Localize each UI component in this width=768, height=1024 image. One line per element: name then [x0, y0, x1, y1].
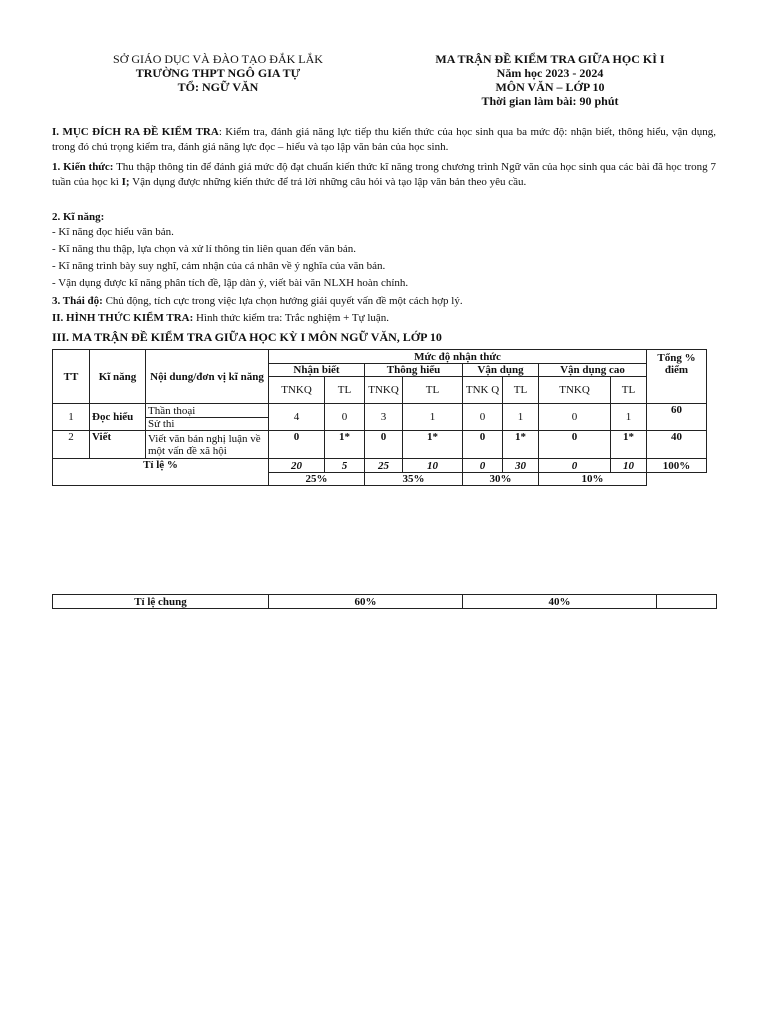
cell-value: 1* — [403, 431, 463, 459]
ratio-value: 20 — [269, 459, 325, 473]
skill-item: - Kĩ năng đọc hiểu văn bản. — [52, 226, 174, 238]
exam-format-title: II. HÌNH THỨC KIỂM TRA: — [52, 312, 194, 324]
cell-value: 0 — [269, 431, 325, 459]
skill-item: - Kĩ năng thu thập, lựa chọn và xử lí thông tin liên quan đến văn bản. — [52, 243, 356, 255]
school-name: TRƯỜNG THPT NGÔ GIA TỰ — [135, 66, 301, 80]
attitude-title: 3. Thái độ: — [52, 295, 103, 307]
document-title: MA TRẬN ĐỀ KIỂM TRA GIỮA HỌC KÌ I — [435, 52, 665, 66]
row-unit: Thần thoại — [146, 404, 269, 418]
row-tt: 2 — [53, 431, 90, 459]
exam-format-line — [52, 311, 389, 326]
cell-value: 0 — [539, 431, 611, 459]
matrix-title: III. MA TRẬN ĐỀ KIỂM TRA GIỮA HỌC KỲ I MÔN NGỮ VĂN, LỚP 10 — [52, 330, 442, 344]
ratio-value: 30 — [503, 459, 539, 473]
overall-right-value: 40% — [463, 595, 657, 609]
row-skill: Đọc hiểu — [90, 404, 146, 431]
header-tnkq: TNKQ — [269, 377, 325, 404]
knowledge-text-1: Thu thập thông tin để đánh giá mức độ đạt chuẩn kiến thức kĩ năng trong chương trình Ngữ văn của học sinh qua các bài đã học trong 7 tuần của học kì — [52, 161, 716, 188]
cell-value: 0 — [463, 404, 503, 431]
purpose-text: : Kiểm tra, đánh giá năng lực tiếp thu kiến thức của học sinh qua ba mức độ: nhận biết, thông hiểu, vận dụng, trong đó chú trọng kiểm tra, đánh giá năng lực đọc – hiểu và tạo lập văn bản của học sinh. — [52, 126, 716, 153]
skill-item: - Vận dụng được kĩ năng phân tích đề, lập dàn ý, viết bài văn NLXH hoàn chỉnh. — [52, 277, 409, 289]
header-tl: TL — [611, 377, 647, 404]
exam-format-text: Hình thức kiểm tra: Trắc nghiệm + Tự luận. — [193, 312, 390, 324]
header-tl: TL — [503, 377, 539, 404]
header-nhan-biet: Nhận biết — [269, 364, 365, 377]
skill-item: - Kĩ năng trình bày suy nghĩ, cảm nhận của cá nhân về ý nghĩa của văn bản. — [52, 260, 386, 272]
ratio-group-van-dung-cao: 10% — [539, 473, 647, 486]
attitude-line — [52, 294, 463, 309]
cell-value: 0 — [325, 404, 365, 431]
header-tnkq: TNKQ — [539, 377, 611, 404]
overall-label: Tỉ lệ chung — [53, 595, 269, 609]
cell-value: 4 — [269, 404, 325, 431]
knowledge-bold-mid: I; — [121, 176, 130, 188]
knowledge-title: 1. Kiến thức: — [52, 161, 114, 173]
cell-value: 0 — [539, 404, 611, 431]
overall-empty-cell — [657, 595, 717, 609]
attitude-text: Chủ động, tích cực trong việc lựa chọn hướng giải quyết vấn đề một cách hợp lý. — [102, 295, 463, 307]
school-year: Năm học 2023 - 2024 — [496, 66, 604, 80]
cell-value: 1 — [503, 404, 539, 431]
row-unit: Sử thi — [146, 418, 269, 431]
cell-value: 1 — [611, 404, 647, 431]
row-skill: Viết — [90, 431, 146, 459]
cell-value: 3 — [365, 404, 403, 431]
ratio-group-van-dung: 30% — [463, 473, 539, 486]
knowledge-paragraph — [52, 160, 716, 190]
department-name: SỞ GIÁO DỤC VÀ ĐÀO TẠO ĐẮK LẮK — [113, 52, 323, 66]
header-total-percent: Tổng % điểm — [647, 350, 707, 404]
purpose-title: I. MỤC ĐÍCH RA ĐỀ KIỂM TRA — [52, 126, 219, 138]
header-content-unit: Nội dung/đơn vị kĩ năng — [146, 350, 269, 404]
cell-value: 0 — [365, 431, 403, 459]
ratio-value: 25 — [365, 459, 403, 473]
ratio-value: 10 — [611, 459, 647, 473]
header-cognitive-level: Mức độ nhận thức — [269, 350, 647, 364]
assessment-matrix-table — [52, 349, 707, 486]
header-tnkq-wrapped: TNK Q — [463, 377, 503, 404]
header-tl: TL — [403, 377, 463, 404]
ratio-value: 0 — [463, 459, 503, 473]
header-skill: Kĩ năng — [90, 350, 146, 404]
ratio-total: 100% — [647, 459, 707, 473]
cell-value: 1* — [503, 431, 539, 459]
purpose-paragraph — [52, 125, 716, 155]
ratio-value: 10 — [403, 459, 463, 473]
cell-value: 1* — [611, 431, 647, 459]
overall-ratio-table — [52, 594, 717, 609]
knowledge-text-2: Vận dụng được những kiến thức để trả lời những câu hỏi và tạo lập văn bản theo yêu cầu. — [129, 176, 527, 188]
cell-value: 0 — [463, 431, 503, 459]
ratio-value: 5 — [325, 459, 365, 473]
header-tt: TT — [53, 350, 90, 404]
ratio-group-nhan-biet: 25% — [269, 473, 365, 486]
row-total: 60 — [647, 404, 707, 431]
cell-value: 1* — [325, 431, 365, 459]
header-tl: TL — [325, 377, 365, 404]
cell-value: 1 — [403, 404, 463, 431]
header-tnkq: TNKQ — [365, 377, 403, 404]
ratio-group-thong-hieu: 35% — [365, 473, 463, 486]
row-tt: 1 — [53, 404, 90, 431]
subject-class: MÔN VĂN – LỚP 10 — [495, 80, 605, 94]
group-name: TỔ: NGỮ VĂN — [177, 80, 259, 94]
skills-title: 2. Kĩ năng: — [52, 211, 105, 223]
row-total: 40 — [647, 431, 707, 459]
exam-duration: Thời gian làm bài: 90 phút — [481, 94, 619, 108]
ratio-value: 0 — [539, 459, 611, 473]
ratio-label: Tỉ lệ % — [53, 459, 269, 486]
header-thong-hieu: Thông hiểu — [365, 364, 463, 377]
header-van-dung-cao: Vận dụng cao — [539, 364, 647, 377]
row-unit: Viết văn bản nghị luận về một vấn đề xã hội — [146, 431, 269, 459]
header-van-dung: Vận dụng — [463, 364, 539, 377]
overall-left-value: 60% — [269, 595, 463, 609]
